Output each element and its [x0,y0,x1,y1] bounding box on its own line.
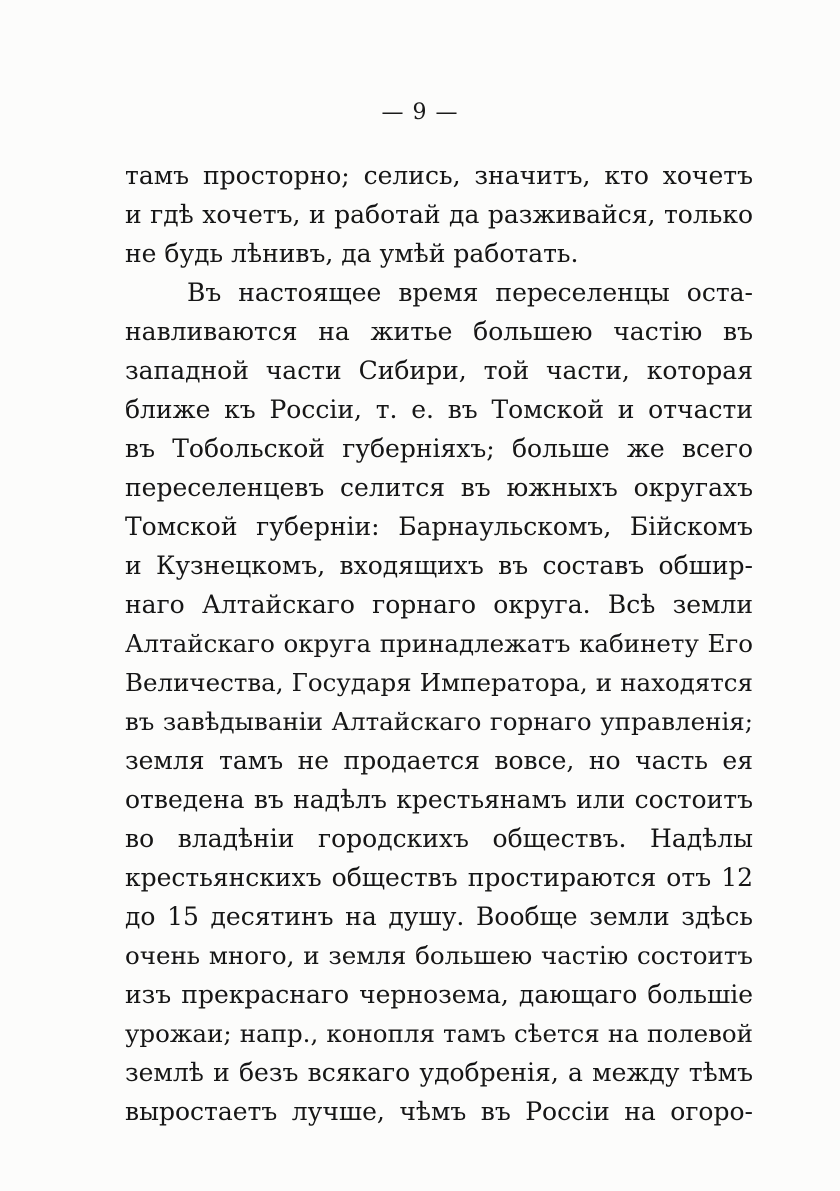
text-line: крестьянскихъ обществъ простираются отъ 12 [125,863,753,892]
text-line: западной части Сибири, той части, которая [125,356,753,385]
text-line: переселенцевъ селится въ южныхъ округахъ [125,473,753,502]
text-line: и Кузнецкомъ, входящихъ въ составъ обшир- [125,551,753,580]
text-line: навливаются на житье большею частію въ [125,317,753,346]
text-line: землѣ и безъ всякаго удобренія, а между тѣмъ [125,1058,753,1087]
text-line: ближе къ Россіи, т. е. въ Томской и отчасти [125,395,753,424]
text-line: Въ настоящее время переселенцы оста- [187,278,753,307]
text-line: отведена въ надѣлъ крестьянамъ или состоитъ [125,785,753,814]
page-number: — 9 — [381,100,459,125]
text-line: изъ прекраснаго чернозема, дающаго большіе [125,980,753,1009]
text-line: въ завѣдываніи Алтайскаго горнаго управленія; [125,707,753,736]
text-line: во владѣніи городскихъ обществъ. Надѣлы [125,824,753,853]
text-line: Томской губерніи: Барнаульскомъ, Бійскомъ [125,512,753,541]
text-line: очень много, и земля большею частію состоитъ [125,941,753,970]
text-line: земля тамъ не продается вовсе, но часть ея [125,746,753,775]
body-text [125,156,753,1131]
text-line: не будь лѣнивъ, да умѣй работать. [125,239,579,268]
text-line: Алтайскаго округа принадлежатъ кабинету Его [125,629,753,658]
text-line: наго Алтайскаго горнаго округа. Всѣ земли [125,590,753,619]
text-line: урожаи; напр., конопля тамъ сѣется на полевой [125,1019,753,1048]
text-line: въ Тобольской губерніяхъ; больше же всего [125,434,753,463]
text-line: тамъ просторно; селись, значитъ, кто хочетъ [125,161,753,190]
text-line: выростаетъ лучше, чѣмъ въ Россіи на огоро- [125,1097,753,1126]
text-line: Величества, Государя Императора, и находятся [125,668,753,697]
text-line: до 15 десятинъ на душу. Вообще земли здѣсь [125,902,753,931]
text-line: и гдѣ хочетъ, и работай да разживайся, только [125,200,753,229]
